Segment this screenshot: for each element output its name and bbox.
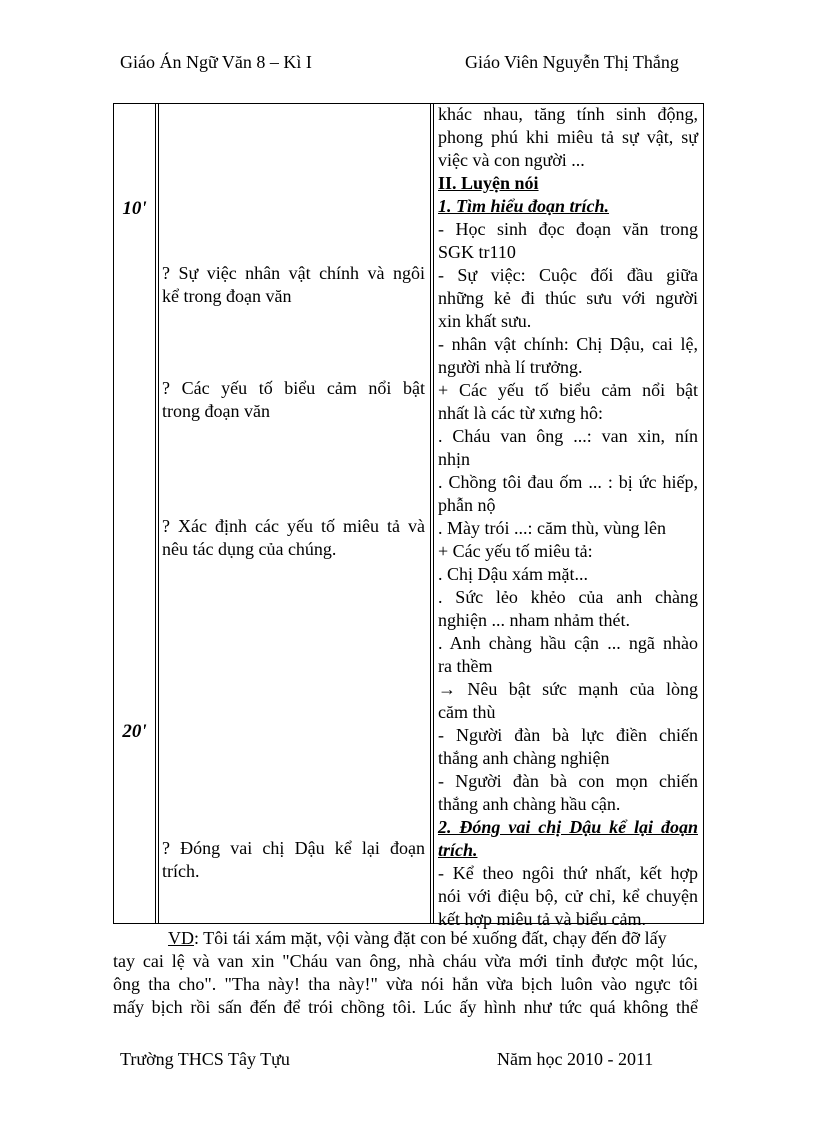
content-line: người nhà lí trưởng.	[438, 357, 583, 377]
content-line: khác nhau, tăng tính sinh động,	[438, 104, 698, 124]
question-line: ? Đóng vai chị Dậu kể lại đoạn	[162, 838, 425, 858]
content-line: căm thù	[438, 702, 496, 722]
paragraph-line: tay cai lệ và van xin "Cháu van ông, nhà cháu vừa mới tỉnh được một lúc,	[113, 951, 698, 971]
subsection-heading: 1. Tìm hiểu đoạn trích.	[438, 196, 610, 216]
question-4	[162, 837, 425, 883]
question-line: ? Các yếu tố biểu cảm nổi bật	[162, 378, 425, 398]
content-line: . Anh chàng hầu cận ... ngã nhào	[438, 633, 698, 653]
subsection-heading: 2. Đóng vai chị Dậu kể lại đoạn	[438, 817, 698, 837]
content-line: SGK tr110	[438, 242, 516, 262]
footer-right: Năm học 2010 - 2011	[497, 1049, 654, 1069]
content-line: . Chị Dậu xám mặt...	[438, 564, 588, 584]
content-line: → Nêu bật sức mạnh của lòng	[438, 679, 698, 699]
content-line: ra thềm	[438, 656, 493, 676]
time-cell-1: 10'	[122, 198, 147, 219]
content-line: nói với điệu bộ, cử chỉ, kể chuyện	[438, 886, 698, 906]
content-line: - Kể theo ngôi thứ nhất, kết hợp	[438, 863, 698, 883]
content-line: thắng anh chàng nghiện	[438, 748, 610, 768]
content-line: thắng anh chàng hầu cận.	[438, 794, 621, 814]
paragraph-line	[113, 927, 698, 950]
paragraph-line: ông tha cho". "Tha này! tha này!" vừa nói hắn vừa bịch luôn vào ngực tôi	[113, 974, 698, 994]
content-line: . Sức lẻo khẻo của anh chàng	[438, 587, 698, 607]
subsection-heading-cont: trích.	[438, 840, 478, 860]
column-divider	[433, 104, 434, 923]
paragraph-line: mấy bịch rồi sấn đến để trói chồng tôi. Lúc ấy hình như tức quá không thể	[113, 997, 698, 1017]
example-paragraph	[113, 927, 698, 1019]
question-3	[162, 515, 425, 561]
column-divider	[155, 104, 156, 923]
content-line: những kẻ đi thúc sưu với người	[438, 288, 698, 308]
content-line: + Các yếu tố miêu tả:	[438, 541, 593, 561]
content-line: . Mày trói ...: căm thù, vùng lên	[438, 518, 666, 538]
column-divider	[430, 104, 431, 923]
content-line: - Học sinh đọc đoạn văn trong	[438, 219, 698, 239]
content-line: phong phú khi miêu tả sự vật, sự	[438, 127, 698, 147]
content-line: phẫn nộ	[438, 495, 496, 515]
paragraph-first-text: : Tôi tái xám mặt, vội vàng đặt con bé xuống đất, chạy đến đỡ lấy	[194, 928, 667, 948]
content-line: nhịn	[438, 449, 471, 469]
question-line: nêu tác dụng của chúng.	[162, 539, 337, 559]
content-line: . Chồng tôi đau ốm ... : bị ức hiếp,	[438, 472, 698, 492]
content-line: xin khất sưu.	[438, 311, 532, 331]
question-line: trong đoạn văn	[162, 401, 270, 421]
lesson-table	[113, 103, 704, 929]
example-label: VD	[168, 928, 194, 948]
content-line: kết hợp miêu tả và biểu cảm.	[438, 909, 646, 929]
content-line: - Người đàn bà lực điền chiến	[438, 725, 698, 745]
question-2	[162, 377, 425, 423]
content-line: - Người đàn bà con mọn chiến	[438, 771, 698, 791]
content-line: - nhân vật chính: Chị Dậu, cai lệ,	[438, 334, 698, 354]
content-line: . Cháu van ông ...: van xin, nín	[438, 426, 698, 446]
content-line: nhất là các từ xưng hô:	[438, 403, 603, 423]
question-line: ? Xác định các yếu tố miêu tả và	[162, 516, 425, 536]
footer-left: Trường THCS Tây Tựu	[120, 1049, 290, 1069]
question-1	[162, 262, 425, 308]
content-line: + Các yếu tố biểu cảm nổi bật	[438, 380, 698, 400]
column-divider	[158, 104, 159, 923]
header-left: Giáo Án Ngữ Văn 8 – Kì I	[120, 52, 312, 72]
content-line: nghiện ... nham nhảm thét.	[438, 610, 630, 630]
time-cell-2: 20'	[122, 721, 147, 742]
question-line: ? Sự việc nhân vật chính và ngôi	[162, 263, 425, 283]
question-line: kể trong đoạn văn	[162, 286, 292, 306]
question-line: trích.	[162, 861, 200, 881]
content-column	[438, 103, 698, 931]
content-line: việc và con người ...	[438, 150, 585, 170]
content-line: - Sự việc: Cuộc đối đầu giữa	[438, 265, 698, 285]
header-right: Giáo Viên Nguyễn Thị Thắng	[465, 52, 679, 72]
section-heading: II. Luyện nói	[438, 173, 539, 193]
